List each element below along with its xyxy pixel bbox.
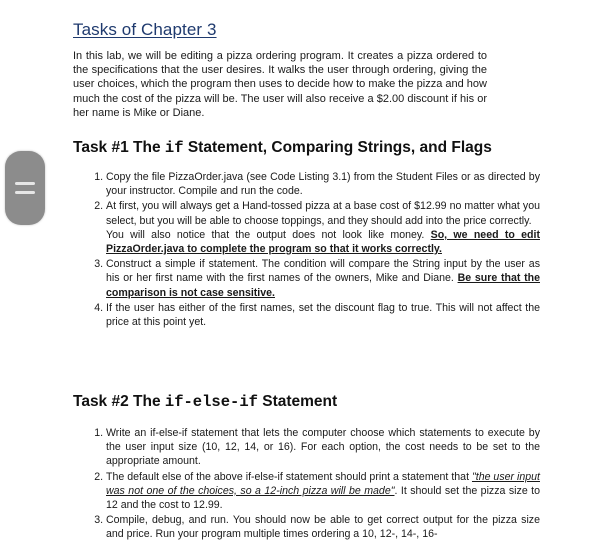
task1-heading-pre: Task #1 The — [73, 139, 165, 156]
task1-item-1-text: Copy the file PizzaOrder.java (see Code Listing 3.1) from the Student Files or as directed by your instructor. Compile and run the code. — [106, 171, 540, 198]
task2-item-2 — [106, 470, 540, 513]
task2-item-3 — [106, 513, 540, 541]
menu-handle-button[interactable] — [5, 151, 45, 225]
task1-heading-code: if — [164, 139, 184, 157]
task2-item-2-text2: . It should set the pizza size to 12 and the cost to 12.99. — [106, 484, 541, 512]
task2-item-3-text: Compile, debug, and run. You should now be able to get correct output for the pizza size and price. Run your program multiple times ordering a 10, 12-, 14-, 16- — [106, 514, 540, 541]
task1-heading-post: Statement, Comparing Strings, and Flags — [183, 139, 492, 156]
task2-list — [86, 426, 540, 543]
task2-item-2-quote: "the user input was not one of the choices, so a 12-inch pizza will be made" — [106, 470, 540, 497]
task1-item-2 — [106, 199, 540, 256]
task2-item-1-text: Write an if-else-if statement that lets the computer choose which statements to execute by the user input size (10, 12, 14, or 16). For each option, the cost needs to be set to the appropriate amount. — [106, 427, 540, 468]
task2-item-1 — [106, 426, 540, 469]
menu-handle-bar-top — [15, 182, 35, 185]
task1-item-2-emphasis: So, we need to edit PizzaOrder.java to complete the program so that it works correctly. — [106, 228, 540, 256]
task1-item-3-text: Construct a simple if statement. The condition will compare the String input by the user as his or her first name with the first names of the owners, Mike and Diane. — [106, 258, 540, 285]
task2-heading-code: if-else-if — [164, 393, 258, 411]
menu-handle-bar-bottom — [15, 191, 35, 194]
task1-item-1 — [106, 170, 540, 198]
task2-heading — [73, 393, 337, 411]
task1-item-2-text: At first, you will always get a Hand-tossed pizza at a base cost of $12.99 no matter what you select, but you will be able to choose toppings, and they should add into the price correctly. — [106, 200, 540, 227]
chapter-title: Tasks of Chapter 3 — [73, 20, 217, 39]
task1-heading — [73, 139, 492, 157]
task2-heading-post: Statement — [257, 393, 338, 410]
task2-heading-pre: Task #2 The — [73, 393, 165, 410]
menu-handle-icon — [15, 182, 35, 194]
task1-item-4 — [106, 301, 540, 329]
task1-list — [86, 170, 540, 330]
intro-paragraph: In this lab, we will be editing a pizza ordering program. It creates a pizza ordered to the specifications that the user desires. It walks the user through ordering, giving the user choices, which the program then uses to decide how to make the pizza and how much the cost of the pizza will be. The user will also receive a $2.00 discount if his or her name is Mike or Diane. — [73, 50, 487, 119]
task1-item-3-emphasis: Be sure that the comparison is not case sensitive. — [106, 272, 540, 299]
task2-item-2-text: The default else of the above if-else-if statement should print a statement that — [106, 470, 472, 483]
task1-item-3 — [106, 257, 540, 300]
task1-item-4-text: If the user has either of the first names, set the discount flag to true. This will not affect the price at this point yet. — [106, 301, 540, 329]
task1-item-2-text2: You will also notice that the output does not look like money. — [106, 228, 431, 241]
